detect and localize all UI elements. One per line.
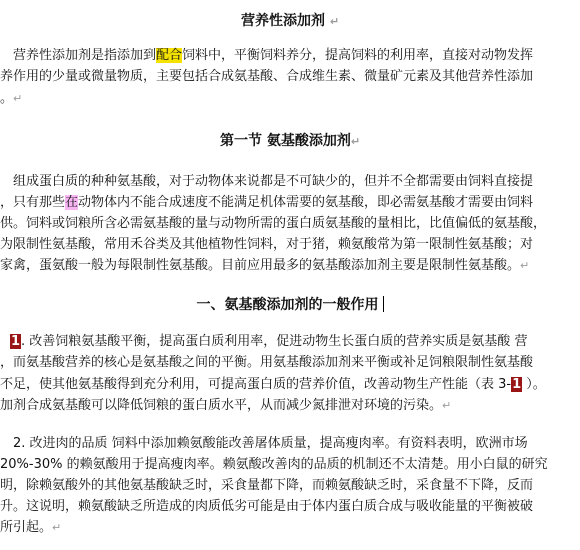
balance-line-4: 加剂合成氨基酸可以降低饲粮的蛋白质水平，从而减少氮排泄对环境的污染。↵ (0, 398, 452, 413)
sub-heading-text: 一、氨基酸添加剂的一般作用 (196, 297, 379, 313)
intro-line-1: 营养性添加剂是指添加到配合饲料中，平衡饲料养分，提高饲料的利用率，直接对动物发挥 (13, 48, 534, 63)
paragraph-mark: ↵ (329, 15, 340, 28)
amino-line-2: ，只有那些在动物体内不能合成速度不能满足机体需要的氨基酸，即必需氨基酸才需要由饲料 (0, 195, 534, 210)
meat-line-4: 升。这说明，赖氨酸缺乏所造成的肉质低劣可能是由于体内蛋白质合成与吸收能量的平衡被破 (0, 499, 534, 514)
amino-line-1: 组成蛋白质的种种氨基酸，对于动物体来说都是不可缺少的，但并不全都需要由饲料直接提 (13, 174, 534, 189)
balance-line-2: ，而氨基酸营养的核心是氨基酸之间的平衡。用氨基酸添加剂来平衡或补足饲粮限制性氨基酸 (0, 355, 534, 370)
text-cursor (383, 296, 384, 312)
meat-line-3: 明，除赖氨酸外的其他氨基酸缺乏时，采食量都下降，而赖氨酸缺乏时，采食量不下降，反而 (0, 478, 534, 493)
amino-line-5: 家禽，蛋氨酸一般为每限制性氨基酸。目前应用最多的氨基酸添加剂主要是限制性氨基酸。↵ (0, 258, 530, 273)
highlighted-text: 在 (65, 195, 79, 210)
highlighted-text: 配合 (156, 48, 183, 63)
meat-line-1: 2. 改进肉的品质 饲料中添加赖氨酸能改善屠体质量，提高瘦肉率。有资料表明，欧洲市场 (13, 436, 528, 451)
amino-line-4: 为限制性氨基酸，常用禾谷类及其他植物性饲料，对于猪，赖氨酸常为第一限制性氨基酸；对 (0, 237, 534, 252)
meat-line-2: 20%-30% 的赖氨酸用于提高瘦肉率。赖氨酸改善肉的品质的机制还不太清楚。用小白鼠的研究 (0, 457, 548, 472)
amino-line-3: 供。饲料或饲粮所含必需氨基酸的量与动物所需的蛋白质氨基酸的量相比，比值偏低的氨基酸， (0, 216, 547, 231)
balance-line-3: 不足，使其他氨基酸得到充分利用，可提高蛋白质的营养价值，改善动物生产性能（表 3-1 ）。 (0, 377, 546, 392)
meat-line-5: 所引起。↵ (0, 520, 62, 535)
sub-heading (0, 294, 580, 314)
table-number-highlight: 1 (512, 377, 522, 392)
balance-line-1: 1. 改善饲粮氨基酸平衡，提高蛋白质利用率，促进动物生长蛋白质的营养实质是氨基酸 营 (11, 334, 528, 349)
document-title (0, 10, 580, 30)
intro-line-2: 养作用的少量或微量物质，主要包括合成氨基酸、合成维生素、微量矿元素及其他营养性添加 (0, 69, 534, 84)
intro-line-3: 。↵ (0, 91, 23, 106)
document-title-text: 营养性添加剂 (240, 13, 325, 29)
item-number-badge: 1 (11, 334, 21, 349)
section-heading: 第一节 氨基酸添加剂↵ (219, 133, 361, 149)
section-heading-text: 第一节 氨基酸添加剂 (219, 133, 351, 149)
